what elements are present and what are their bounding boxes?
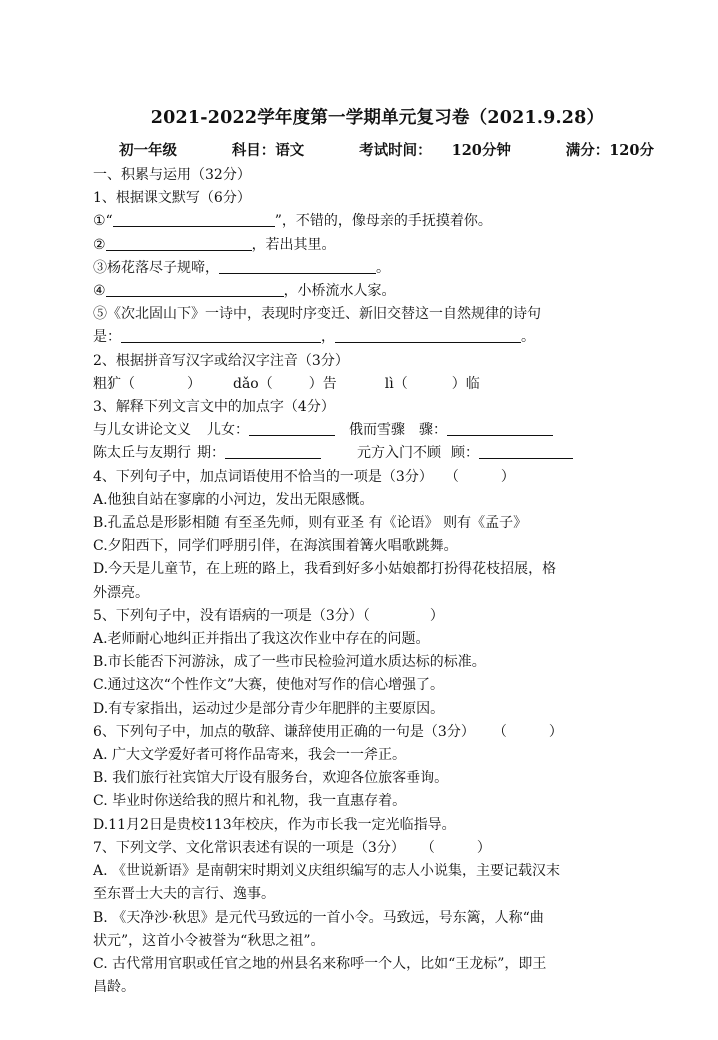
q4-stem-text: 4、下列句子中，加点词语使用不恰当的一项是（3分） [93, 468, 433, 485]
q5-stem-text: 5、下列句子中，没有语病的一项是（3分）（ [93, 607, 370, 624]
q2-word-1: 粗犷（ [93, 375, 135, 392]
q2-word-2: dǎo（ [233, 375, 273, 392]
q4-answer-paren[interactable]: （ ） [444, 468, 515, 485]
q7-option-c-line2: 昌龄。 [93, 979, 135, 996]
answer-blank[interactable] [106, 235, 252, 251]
grade-label: 初一年级 [119, 142, 177, 159]
q7-option-b-line2: 状元”，这首小令被誉为“秋思之祖”。 [93, 932, 325, 949]
q7-option-b-line1: B. 《天净沙·秋思》是元代马致远的一首小令。马致远，号东篱，人称“曲 [93, 909, 544, 926]
question-3-stem: 3、解释下列文言文中的加点字（4分） [93, 399, 335, 416]
q5-option-d: D.有专家指出，运动过少是部分青少年肥胖的主要原因。 [93, 700, 445, 717]
q6-answer-paren[interactable]: （ ） [492, 723, 563, 740]
q2-word-2-close: ）告 [308, 375, 337, 392]
q7-answer-paren[interactable]: （ ） [420, 839, 491, 856]
q2-words [93, 373, 638, 396]
q5-option-a: A.老师耐心地纠正并指出了我这次作业中存在的问题。 [93, 631, 430, 648]
q1-item-4 [93, 280, 638, 303]
q1-item-2-pre: ② [93, 236, 106, 253]
q4-option-d-line1: D.今天是儿童节，在上班的路上，我看到好多小姑娘都打扮得花枝招展，格 [93, 561, 557, 578]
exam-title: 2021-2022学年度第一学期单元复习卷（2021.9.28） [150, 108, 605, 128]
full-score: 满分：120分 [565, 142, 654, 159]
question-6-stem [93, 721, 638, 744]
time-value: 120分钟 [451, 142, 511, 159]
exam-info-row [93, 138, 654, 164]
q6-stem-text: 6、下列句子中，加点的敬辞、谦辞使用正确的一句是（3分） [93, 723, 475, 740]
q4-option-b: B.孔孟总是形影相随 有至圣先师，则有亚圣 有《论语》 则有《孟子》 [93, 515, 528, 532]
answer-blank[interactable] [335, 327, 521, 343]
q6-option-c: C. 毕业时你送给我的照片和礼物，我一直惠存着。 [93, 793, 407, 810]
question-2-stem: 2、根据拼音写汉字或给汉字注音（3分） [93, 352, 349, 369]
q1-item-3-post: 。 [376, 259, 390, 276]
section-title: 一、积累与运用（32分） [93, 167, 251, 183]
q1-item-1-post: ”，不错的，像母亲的手抚摸着你。 [274, 213, 492, 230]
q4-option-c: C.夕阳西下，同学们呼朋引伴，在海滨围着篝火唱歌跳舞。 [93, 538, 458, 555]
question-5-stem [93, 605, 638, 628]
q3-phrase: 元方入门不顾 [357, 445, 441, 462]
q2-word-1-close: ） [187, 375, 201, 392]
answer-blank[interactable] [225, 443, 321, 459]
question-7-stem [93, 837, 638, 860]
q3-word-label: 顾： [451, 445, 479, 462]
q3-row-2 [93, 442, 638, 465]
q1-item-2 [93, 234, 638, 257]
q3-phrase: 陈太丘与友期行 [93, 445, 191, 462]
q1-item-4-pre: ④ [93, 283, 106, 300]
q3-word-label: 骤： [419, 422, 447, 439]
q1-item-1-pre: ①“ [93, 213, 113, 230]
q2-word-3: lì（ [384, 375, 408, 392]
q6-option-a: A. 广大文学爱好者可将作品寄来，我会一一斧正。 [93, 747, 407, 764]
q3-row-1 [93, 419, 638, 442]
q7-option-a-line1: A. 《世说新语》是南朝宋时期刘义庆组织编写的志人小说集，主要记载汉末 [93, 863, 561, 880]
subject-label: 科目：语文 [231, 142, 305, 159]
q4-option-a: A.他独自站在寥廓的小河边，发出无限感慨。 [93, 491, 374, 508]
question-1-stem: 1、根据课文默写（6分） [93, 190, 251, 207]
q3-phrase: 与儿女讲论文义 [93, 422, 191, 439]
q5-option-b: B.市长能否下河游泳，成了一些市民检验河道水质达标的标准。 [93, 654, 486, 671]
q3-word-label: 期： [197, 445, 225, 462]
answer-blank[interactable] [447, 420, 553, 436]
q1-item-5-pre: 是： [93, 329, 121, 346]
q7-option-a-line2: 至东晋士大夫的言行、逸事。 [93, 886, 275, 903]
time-label: 考试时间： [359, 142, 432, 159]
answer-blank[interactable] [121, 327, 321, 343]
exam-page [93, 104, 654, 999]
answer-blank[interactable] [479, 443, 573, 459]
q6-option-d: D.11月2日是贵校113年校庆，作为市长我一定光临指导。 [93, 816, 456, 833]
q1-item-5-line1: ⑤《次北固山下》一诗中，表现时序变迁、新旧交替这一自然规律的诗句 [93, 306, 541, 323]
q7-stem-text: 7、下列文学、文化常识表述有误的一项是（3分） [93, 839, 405, 856]
q1-item-3-pre: ③杨花落尽子规啼， [93, 259, 219, 276]
q1-item-1 [93, 210, 638, 233]
q2-word-3-close: ）临 [451, 375, 480, 392]
q7-option-c-line1: C. 古代常用官职或任官之地的州县名来称呼一个人，比如“王龙标”，即王 [93, 955, 547, 972]
q5-paren-close: ） [429, 607, 444, 624]
q4-option-d-line2: 外漂亮。 [93, 584, 149, 601]
q1-item-5-line2 [93, 326, 638, 349]
answer-blank[interactable] [219, 258, 376, 274]
q1-item-2-post: ，若出其里。 [251, 236, 336, 253]
q1-item-5-post: 。 [521, 329, 535, 346]
question-4-stem [93, 466, 638, 489]
q1-item-3 [93, 257, 638, 280]
answer-blank[interactable] [249, 420, 335, 436]
q1-item-4-post: ，小桥流水人家。 [283, 283, 396, 300]
exam-time [359, 138, 511, 164]
answer-blank[interactable] [113, 211, 275, 227]
q3-word-label: 儿女： [207, 422, 249, 439]
q6-option-b: B. 我们旅行社宾馆大厅设有服务台，欢迎各位旅客垂询。 [93, 770, 449, 787]
q5-option-c: C.通过这次“个性作文”大赛，使他对写作的信心增强了。 [93, 677, 444, 694]
q1-item-5-mid: ， [321, 329, 335, 346]
q3-phrase: 俄而雪骤 [349, 422, 405, 439]
answer-blank[interactable] [106, 281, 284, 297]
